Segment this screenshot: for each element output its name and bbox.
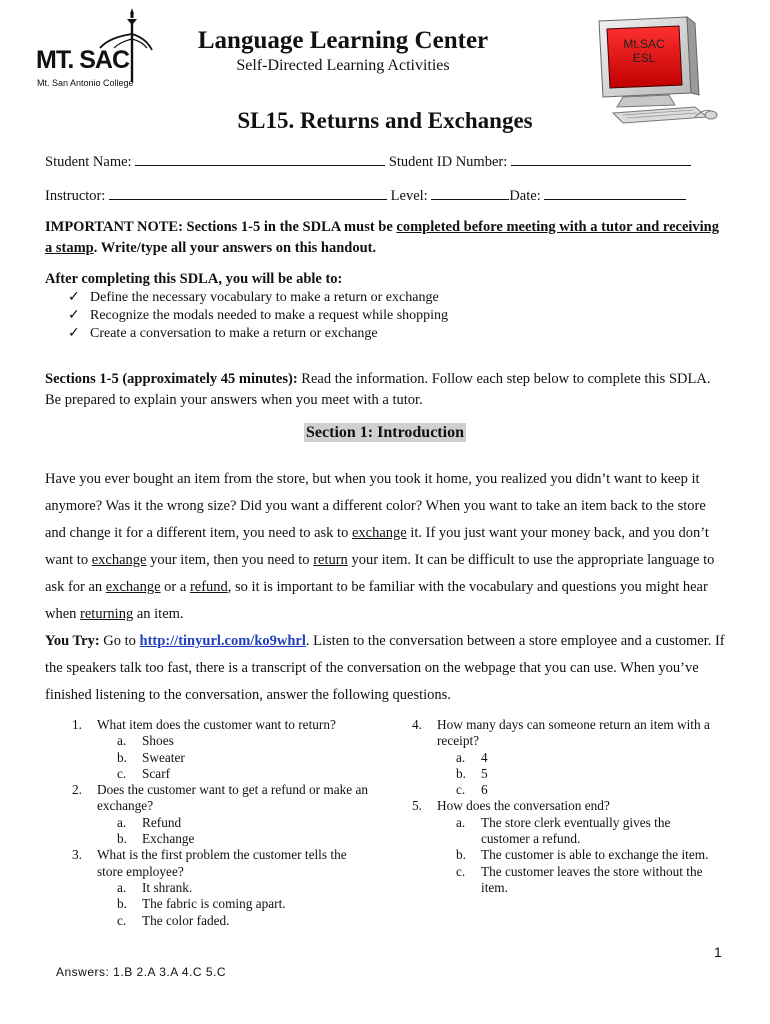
option-letter: b. [117,896,127,912]
sections-instructions [45,369,725,411]
answer-option[interactable] [117,896,372,912]
screen-text-line1: Mt.SAC [623,37,665,51]
page-number: 1 [714,944,722,960]
question-number: 3. [72,847,82,863]
option-letter: c. [117,765,127,781]
question-text: How many days can someone return an item with a receipt? [437,717,710,749]
questions-left-column [72,717,372,929]
option-text: 5 [481,765,488,781]
question-text: How does the conversation end? [437,798,610,814]
question-number: 4. [412,717,422,732]
you-try-text: . Listen to the conversation between a store employee and a customer. If the speakers talk too fast, there is a transcript of the conversation on the webpage that you can use. When you’ve finished listening to the conversation, answer the following questions. [45,633,725,703]
answer-option[interactable] [117,815,372,831]
objective-item [68,325,448,343]
option-letter: a. [117,879,127,895]
note-underlined: completed before meeting with a tutor and receiving a stamp [45,219,719,256]
objective-text: Recognize the modals needed to make a request while shopping [90,308,449,323]
instructor-field[interactable] [109,185,387,200]
objectives-list [68,289,448,343]
checkmark-icon: ✓ [68,290,80,305]
sections-instructions-label: Sections 1-5 (approximately 45 minutes): [45,371,298,387]
center-subtitle: Self-Directed Learning Activities [236,57,450,74]
answer-option[interactable] [456,782,722,798]
you-try-text: Go to [99,633,140,649]
objective-item [68,289,448,307]
question [412,717,722,750]
question-number: 1. [72,717,82,732]
answer-option[interactable] [117,750,372,766]
instructor-info-line [45,185,686,205]
question-text: Does the customer want to get a refund or make an exchange? [97,782,369,814]
vocab-returning: returning [80,606,134,622]
note-prefix: IMPORTANT NOTE: Sections 1-5 in the SDLA must be [45,219,397,235]
instructor-label: Instructor: [45,188,106,204]
question-number: 5. [412,798,422,814]
objectives-intro: After completing this SDLA, you will be able to: [45,271,343,287]
option-letter: b. [456,847,466,863]
question-text: What is the first problem the customer tells the store employee? [97,847,347,879]
answer-option[interactable] [456,815,722,848]
intro-text: or a [160,579,190,595]
screen-text-line2: ESL [632,51,656,65]
option-text: Exchange [142,831,195,847]
option-letter: b. [456,765,466,781]
date-label: Date: [509,188,541,204]
center-title: Language Learning Center [197,27,489,54]
question [72,782,372,815]
question-number: 2. [72,782,82,798]
checkmark-icon: ✓ [68,308,80,323]
note-suffix: . Write/type all your answers on this handout. [93,240,377,256]
student-id-field[interactable] [511,151,691,166]
student-name-field[interactable] [135,151,385,166]
option-text: The store clerk eventually gives the customer a refund. [481,814,671,847]
answer-option[interactable] [456,847,722,863]
intro-text: Have you ever bought an item from the store, but when you took it home, you realized you didn’t want to keep it anymore? Was it the wrong size? Did you want a different color? When you want to take an item back to the store and change it for a different item, you need to ask to [45,471,706,541]
section-1-title [0,424,770,442]
level-field[interactable] [431,185,509,200]
checkmark-icon: ✓ [68,326,80,341]
section-1-body [45,466,727,709]
objective-text: Create a conversation to make a return or exchange [90,326,378,341]
level-label: Level: [390,188,428,204]
answer-option[interactable] [456,864,722,897]
option-letter: a. [117,814,127,830]
vocab-exchange: exchange [105,579,161,595]
option-text: 6 [481,782,488,798]
important-note [45,217,725,259]
answer-key: Answers: 1.B 2.A 3.A 4.C 5.C [56,965,227,979]
conversation-link[interactable]: http://tinyurl.com/ko9whrl [139,633,306,649]
option-text: The customer is able to exchange the item. [481,847,709,863]
question-text: What item does the customer want to return? [97,717,336,732]
answer-option[interactable] [117,733,372,749]
option-text: The customer leaves the store without the item. [481,863,703,895]
option-letter: c. [117,912,127,928]
option-letter: c. [456,782,466,798]
question [412,798,722,814]
option-text: It shrank. [142,879,193,895]
option-text: 4 [481,749,488,765]
answer-option[interactable] [456,766,722,782]
intro-text: your item, then you need to [146,552,314,568]
intro-text: your item. It can be difficult to use the appropriate language to ask for an [45,552,715,595]
questions-right-column [412,717,722,896]
answer-option[interactable] [117,831,372,847]
date-field[interactable] [544,185,686,200]
objective-text: Define the necessary vocabulary to make a return or exchange [90,290,439,305]
option-text: The fabric is coming apart. [142,896,286,912]
option-letter: a. [117,733,127,749]
section-1-title-text: Section 1: Introduction [306,424,464,441]
option-letter: b. [117,831,127,847]
logo-wordmark: MT. SAC [36,46,129,74]
question [72,847,372,880]
question [72,717,372,733]
option-text: The color faded. [142,912,230,928]
vocab-exchange: exchange [351,525,407,541]
option-letter: c. [456,863,466,879]
vocab-refund: refund [189,579,228,595]
sections-instructions-text: Read the information. Follow each step below to complete this SDLA. Be prepared to explain your answers when you meet with a tutor. [45,371,711,408]
option-text: Scarf [142,765,171,781]
vocab-return: return [313,552,348,568]
student-info-line [45,151,691,171]
logo-subtitle: Mt. San Antonio College [37,78,134,88]
option-letter: a. [456,749,466,765]
option-letter: a. [456,814,466,830]
option-text: Sweater [142,749,185,765]
you-try-label: You Try: [45,633,100,649]
option-text: Refund [142,814,182,830]
answer-option[interactable] [117,913,372,929]
vocab-exchange: exchange [91,552,147,568]
answer-option[interactable] [117,766,372,782]
option-text: Shoes [142,733,174,749]
option-letter: b. [117,749,127,765]
intro-text: it. If you just want your money back, and you don’t want to [45,525,709,568]
activity-heading: SL15. Returns and Exchanges [237,108,533,133]
student-name-label: Student Name: [45,154,132,170]
answer-option[interactable] [456,750,722,766]
answer-option[interactable] [117,880,372,896]
intro-text: an item. [133,606,184,622]
objective-item [68,307,448,325]
intro-text: , so it is important to be familiar with the vocabulary and questions you might hear when [45,579,708,622]
student-id-label: Student ID Number: [388,154,508,170]
